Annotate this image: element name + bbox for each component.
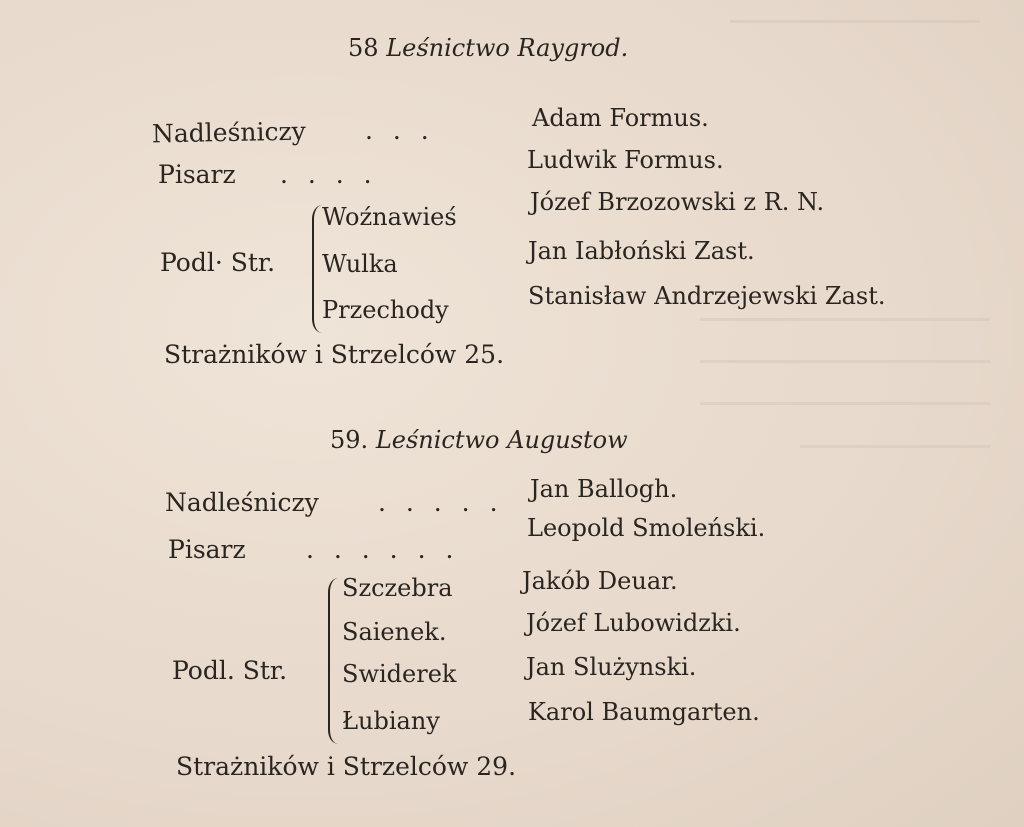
- show-through-line: [700, 360, 990, 363]
- section-heading: [348, 34, 628, 62]
- podl-str-label: Podl· Str.: [160, 248, 276, 277]
- pisarz-name: Ludwik Formus.: [527, 146, 724, 174]
- show-through-line: [700, 318, 990, 321]
- show-through-line: [730, 20, 980, 23]
- section-heading: [330, 426, 628, 454]
- pisarz-label: Pisarz: [168, 535, 246, 564]
- show-through-line: [700, 402, 990, 405]
- ranger-place: Szczebra: [342, 574, 453, 602]
- leader-dots: . . . . .: [378, 488, 504, 517]
- nadlesniczy-label: Nadleśniczy: [151, 116, 307, 149]
- section-title: Leśnictwo Raygrod.: [386, 34, 629, 62]
- ranger-place: Saienek.: [342, 618, 447, 646]
- ranger-place: Woźnawieś: [322, 203, 457, 231]
- ranger-place: Przechody: [322, 296, 449, 324]
- show-through-line: [800, 445, 990, 448]
- brace: [328, 578, 342, 744]
- leader-dots: . . . . . .: [306, 535, 460, 564]
- nadlesniczy-name: Jan Ballogh.: [530, 475, 678, 503]
- leader-dots: . . . .: [280, 160, 378, 189]
- section-number: 58: [348, 34, 379, 62]
- ranger-name: Józef Brzozowski z R. N.: [530, 188, 825, 216]
- ranger-name: Jan Slużynski.: [526, 653, 697, 681]
- ranger-place: Swiderek: [342, 660, 457, 688]
- ranger-name: Jan Iabłoński Zast.: [528, 237, 755, 265]
- pisarz-label: Pisarz: [158, 160, 236, 189]
- nadlesniczy-label: Nadleśniczy: [165, 488, 319, 517]
- leader-dots: . . .: [365, 116, 435, 145]
- section-title: Leśnictwo Augustow: [375, 426, 628, 454]
- guards-line: Strażników i Strzelców 25.: [164, 340, 505, 369]
- ranger-place: Wulka: [322, 250, 398, 278]
- ranger-name: Jakób Deuar.: [522, 567, 678, 595]
- ranger-name: Karol Baumgarten.: [528, 698, 760, 726]
- ranger-name: Stanisław Andrzejewski Zast.: [528, 282, 886, 310]
- ranger-place: Łubiany: [342, 707, 440, 735]
- ranger-name: Józef Lubowidzki.: [526, 609, 741, 637]
- section-number: 59.: [330, 426, 369, 454]
- pisarz-name: Leopold Smoleński.: [527, 514, 766, 542]
- guards-line: Strażników i Strzelców 29.: [176, 752, 517, 781]
- podl-str-label: Podl. Str.: [172, 656, 288, 685]
- nadlesniczy-name: Adam Formus.: [532, 104, 709, 132]
